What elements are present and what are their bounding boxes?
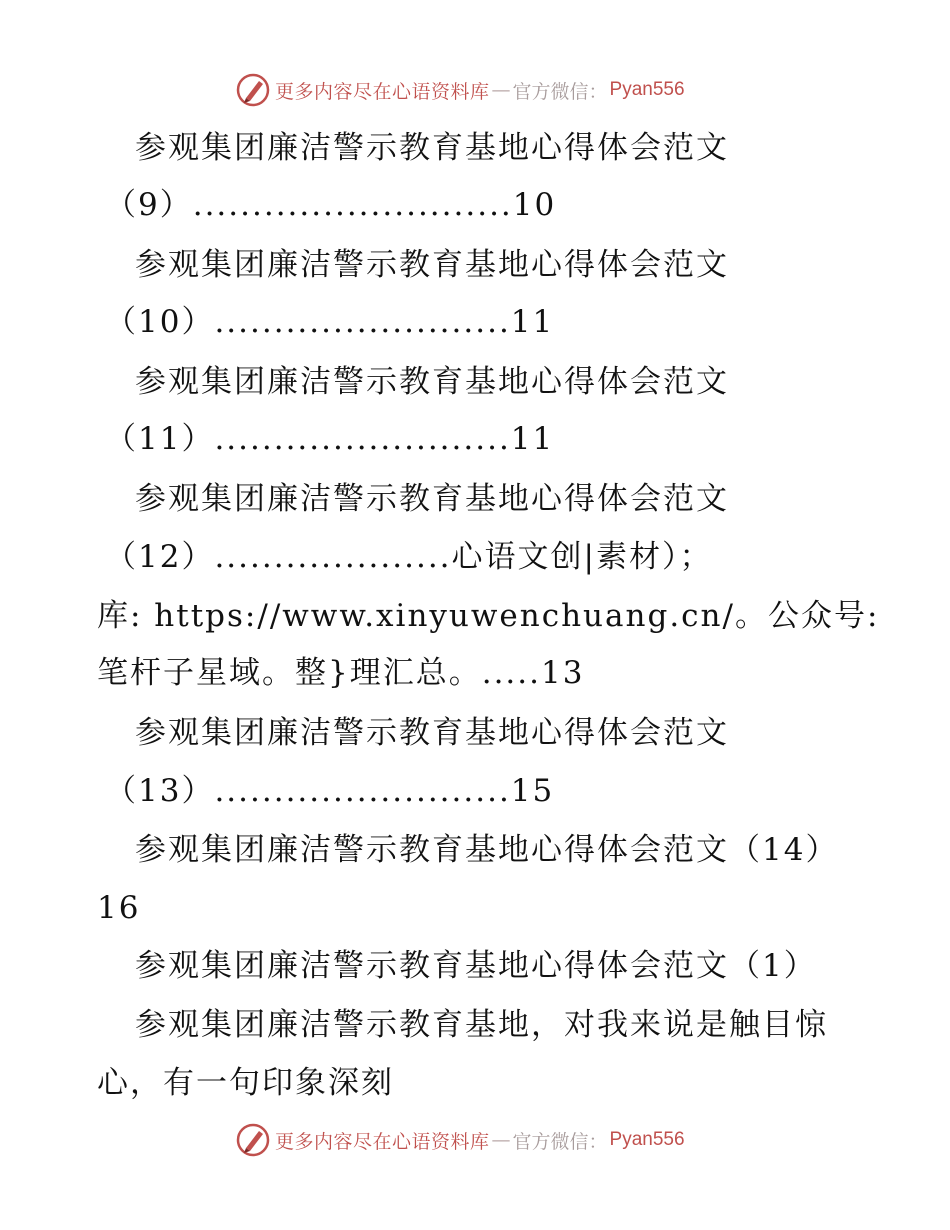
toc-entry-title: 参观集团廉洁警示教育基地心得体会范文 bbox=[135, 715, 729, 751]
toc-entry-page: （10）.........................11 bbox=[105, 304, 555, 340]
toc-entry-page: （9）...........................10 bbox=[105, 187, 557, 223]
toc-entry-page: （13）.........................15 bbox=[105, 773, 555, 809]
pen-logo-icon bbox=[235, 72, 271, 108]
body-paragraph: 参观集团廉洁警示教育基地，对我来说是触目惊 bbox=[135, 1007, 828, 1043]
toc-entry-text: 库: https://www.xinyuwenchuang.cn/。公众号: bbox=[97, 598, 880, 634]
toc-entry-title: 参观集团廉洁警示教育基地心得体会范文（14） bbox=[135, 832, 839, 868]
header-wechat-label: 官方微信： bbox=[512, 80, 608, 103]
toc-entry-page: （11）.........................11 bbox=[105, 421, 555, 457]
toc-entry-page: 16 bbox=[97, 890, 141, 926]
header-banner bbox=[235, 70, 685, 110]
header-separator: — bbox=[491, 79, 511, 101]
pen-logo-icon bbox=[235, 1122, 271, 1158]
toc-entry-title: 参观集团廉洁警示教育基地心得体会范文 bbox=[135, 364, 729, 400]
toc-entry-title: 参观集团廉洁警示教育基地心得体会范文 bbox=[135, 481, 729, 517]
toc-entry-title: 参观集团廉洁警示教育基地心得体会范文 bbox=[135, 130, 729, 166]
toc-entry-title: 参观集团廉洁警示教育基地心得体会范文 bbox=[135, 247, 729, 283]
footer-separator: — bbox=[491, 1129, 511, 1151]
footer-wechat-id: Pyan556 bbox=[609, 1129, 685, 1150]
toc-entry-text: 笔杆子星域。整}理汇总。.....13 bbox=[97, 655, 585, 691]
toc-entry-page: （12）....................心语文创|素材）； bbox=[105, 539, 713, 575]
body-paragraph: 心，有一句印象深刻 bbox=[97, 1065, 394, 1101]
header-wechat-id: Pyan556 bbox=[609, 79, 685, 100]
footer-banner bbox=[235, 1120, 685, 1160]
footer-wechat-label: 官方微信： bbox=[512, 1130, 608, 1153]
section-heading: 参观集团廉洁警示教育基地心得体会范文（1） bbox=[135, 948, 817, 984]
footer-promo-text: 更多内容尽在心语资料库 bbox=[275, 1130, 490, 1153]
header-promo-text: 更多内容尽在心语资料库 bbox=[275, 80, 490, 103]
